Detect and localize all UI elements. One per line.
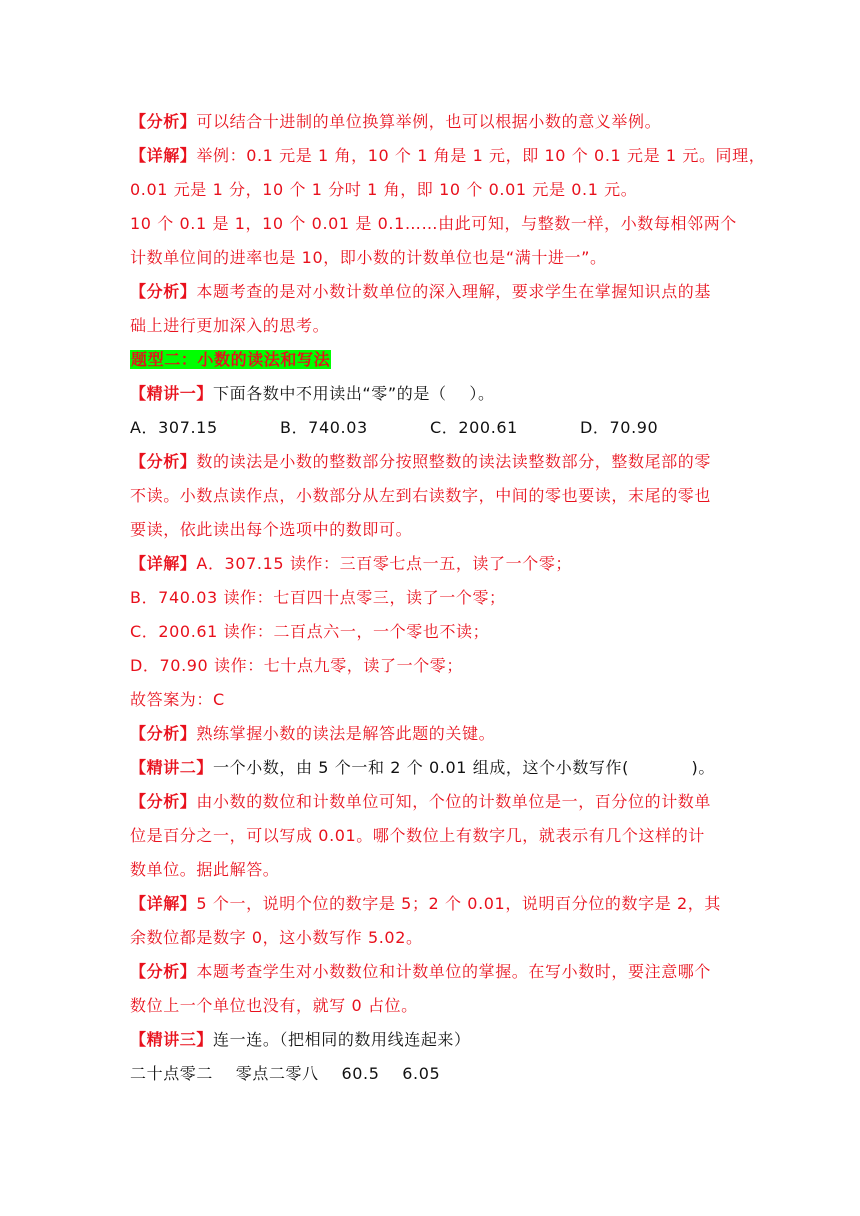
detail-line: 计数单位间的进率也是 10，即小数的计数单位也是“满十进一”。 (130, 248, 607, 267)
detail-tag: 【详解】 (130, 894, 197, 913)
option-c: C．200.61 (430, 418, 518, 437)
section-heading (130, 350, 331, 370)
question-tag: 【精讲一】 (130, 384, 214, 403)
analysis-line: 数单位。据此解答。 (130, 860, 280, 879)
option-a: A．307.15 (130, 418, 218, 437)
analysis-line: 要读，依此读出每个选项中的数即可。 (130, 520, 413, 539)
analysis-paragraph-1 (130, 112, 661, 132)
analysis-text: 可以结合十进制的单位换算举例，也可以根据小数的意义举例。 (196, 112, 662, 131)
detail-line: D．70.90 读作：七十点九零，读了一个零； (130, 656, 464, 675)
question-1 (130, 384, 495, 404)
detail-paragraph-2 (130, 554, 572, 574)
detail-tag: 【详解】 (130, 554, 197, 573)
analysis-tag: 【分析】 (130, 962, 197, 981)
matching-items: 二十点零二 零点二零八 60.5 6.05 (130, 1064, 441, 1083)
option-b: B．740.03 (280, 418, 368, 437)
question-text: 下面各数中不用读出“零”的是（ ）。 (213, 384, 495, 403)
analysis-text: 数的读法是小数的整数部分按照整数的读法读整数部分，整数尾部的零 (196, 452, 712, 471)
option-d: D．70.90 (580, 418, 659, 437)
analysis-paragraph-3 (130, 452, 711, 472)
analysis-paragraph-4 (130, 724, 495, 744)
detail-line: B．740.03 读作：七百四十点零三，读了一个零； (130, 588, 506, 607)
analysis-text: 由小数的数位和计数单位可知，个位的计数单位是一，百分位的计数单 (196, 792, 712, 811)
analysis-line: 位是百分之一，可以写成 0.01。哪个数位上有数字几，就表示有几个这样的计 (130, 826, 705, 845)
detail-paragraph-1 (130, 146, 765, 166)
detail-line: 余数位都是数字 0，这小数写作 5.02。 (130, 928, 423, 947)
analysis-text: 熟练掌握小数的读法是解答此题的关键。 (196, 724, 496, 743)
question-text: 一个小数，由 5 个一和 2 个 0.01 组成，这个小数写作( )。 (213, 758, 715, 777)
question-text: 连一连。（把相同的数用线连起来） (213, 1030, 471, 1049)
question-tag: 【精讲二】 (130, 758, 214, 777)
analysis-tag: 【分析】 (130, 282, 197, 301)
detail-line: C．200.61 读作：二百点六一，一个零也不读； (130, 622, 490, 641)
analysis-line: 数位上一个单位也没有，就写 0 占位。 (130, 996, 418, 1015)
detail-line: 10 个 0.1 是 1，10 个 0.01 是 0.1……由此可知，与整数一样，小数每相邻两个 (130, 214, 737, 233)
detail-tag: 【详解】 (130, 146, 197, 165)
detail-line: 0.01 元是 1 分，10 个 1 分吋 1 角，即 10 个 0.01 元是 0.1 元。 (130, 180, 638, 199)
analysis-tag: 【分析】 (130, 112, 197, 131)
detail-text: 5 个一，说明个位的数字是 5；2 个 0.01，说明百分位的数字是 2，其 (196, 894, 721, 913)
analysis-paragraph-6 (130, 962, 711, 982)
answer-line: 故答案为：C (130, 690, 225, 709)
question-2 (130, 758, 715, 778)
analysis-text: 本题考查学生对小数数位和计数单位的掌握。在写小数时，要注意哪个 (196, 962, 712, 981)
detail-text: 举例：0.1 元是 1 角，10 个 1 角是 1 元，即 10 个 0.1 元是 1 元。同理， (196, 146, 766, 165)
detail-text: A．307.15 读作：三百零七点一五，读了一个零； (196, 554, 573, 573)
analysis-paragraph-2 (130, 282, 711, 302)
analysis-line: 不读。小数点读作点，小数部分从左到右读数字，中间的零也要读，末尾的零也 (130, 486, 712, 505)
question-3 (130, 1030, 471, 1050)
analysis-tag: 【分析】 (130, 452, 197, 471)
analysis-tag: 【分析】 (130, 792, 197, 811)
analysis-text: 本题考查的是对小数计数单位的深入理解，要求学生在掌握知识点的基 (196, 282, 712, 301)
analysis-paragraph-5 (130, 792, 711, 812)
section-heading-text: 题型二：小数的读法和写法 (131, 350, 331, 369)
detail-paragraph-3 (130, 894, 721, 914)
analysis-line: 础上进行更加深入的思考。 (130, 316, 330, 335)
analysis-tag: 【分析】 (130, 724, 197, 743)
question-tag: 【精讲三】 (130, 1030, 214, 1049)
